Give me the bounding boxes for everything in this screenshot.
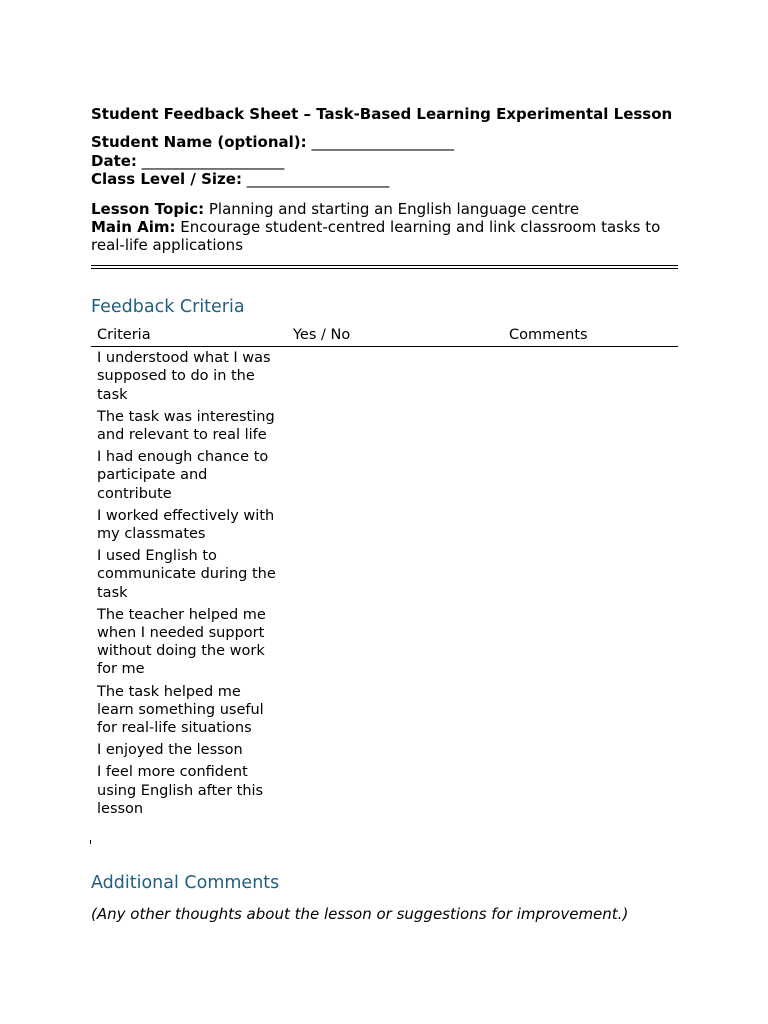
criteria-cell: I feel more confident using English after this lesson [97, 764, 264, 817]
comments-cell [503, 446, 678, 505]
yes-no-cell [287, 604, 503, 681]
comments-cell [503, 681, 678, 740]
additional-comments-heading: Additional Comments [91, 873, 280, 893]
column-header-criteria: Criteria [91, 324, 287, 347]
document-title: Student Feedback Sheet – Task-Based Learning Experimental Lesson [91, 105, 673, 123]
yes-no-cell [287, 739, 503, 761]
additional-comments-note: (Any other thoughts about the lesson or suggestions for improvement.) [91, 905, 629, 923]
criteria-cell: I had enough chance to participate and contribute [97, 449, 269, 502]
main-aim-label: Main Aim: [91, 218, 176, 236]
comments-cell [503, 739, 678, 761]
student-name-label: Student Name (optional): [91, 133, 307, 151]
table-row [91, 505, 678, 545]
student-name-blank: ___________________ [311, 133, 454, 151]
column-header-yes-no: Yes / No [287, 324, 503, 347]
main-aim-value: Encourage student-centred learning and link classroom tasks to real-life applications [91, 218, 661, 254]
table-row [91, 406, 678, 446]
criteria-cell: The task helped me learn something useful for real-life situations [97, 683, 264, 737]
yes-no-cell [287, 347, 503, 406]
table-row [91, 739, 678, 761]
yes-no-cell [287, 406, 503, 446]
student-name-line [91, 133, 454, 152]
class-blank: ___________________ [246, 170, 390, 188]
yes-no-cell [287, 505, 503, 545]
feedback-table [91, 324, 678, 820]
section-divider [91, 265, 678, 269]
table-end-mark [90, 840, 91, 844]
criteria-cell: The task was interesting and relevant to real life [97, 408, 275, 444]
date-blank: ___________________ [141, 151, 285, 170]
date-line [91, 152, 454, 171]
comments-cell [503, 406, 678, 446]
table-row [91, 604, 678, 681]
criteria-cell: The teacher helped me when I needed support without doing the work for me [97, 606, 266, 678]
comments-cell [503, 761, 678, 820]
feedback-criteria-heading: Feedback Criteria [91, 297, 245, 317]
table-header-row [91, 324, 678, 347]
yes-no-cell [287, 446, 503, 505]
criteria-cell: I enjoyed the lesson [97, 742, 243, 759]
criteria-cell: I used English to communicate during the task [97, 548, 276, 601]
table-row [91, 446, 678, 505]
comments-cell [503, 604, 678, 681]
table-row [91, 545, 678, 604]
lesson-topic-label: Lesson Topic: [91, 200, 205, 218]
table-row [91, 347, 678, 406]
yes-no-cell [287, 681, 503, 740]
class-label: Class Level / Size: [91, 170, 242, 188]
comments-cell [503, 545, 678, 604]
criteria-cell: I understood what I was supposed to do in the task [97, 350, 271, 403]
student-info-block [91, 133, 454, 189]
lesson-info-block [91, 200, 678, 254]
lesson-topic-line [91, 200, 678, 218]
table-row [91, 681, 678, 740]
comments-cell [503, 505, 678, 545]
main-aim-line [91, 218, 678, 254]
date-label: Date: [91, 151, 137, 170]
yes-no-cell [287, 761, 503, 820]
column-header-comments: Comments [503, 324, 678, 347]
table-row [91, 761, 678, 820]
class-line [91, 170, 454, 189]
criteria-cell: I worked effectively with my classmates [97, 507, 275, 543]
comments-cell [503, 347, 678, 406]
lesson-topic-value: Planning and starting an English language centre [208, 200, 580, 218]
yes-no-cell [287, 545, 503, 604]
